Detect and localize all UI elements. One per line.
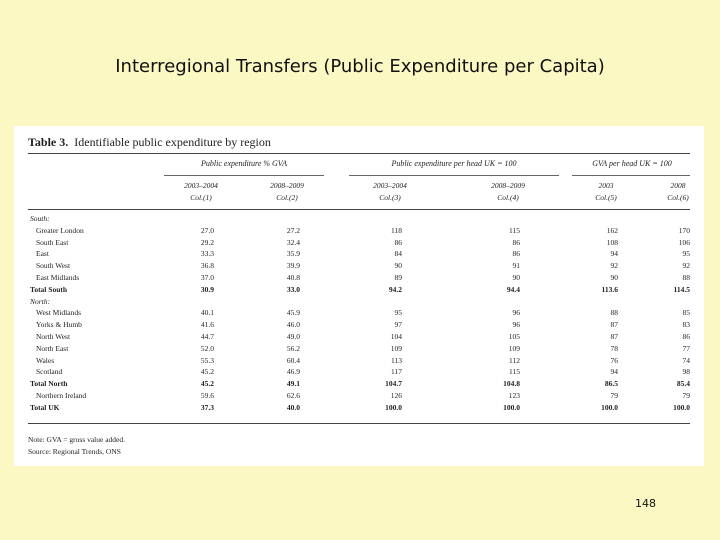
table-cell: 90 [394, 261, 402, 271]
column-year-header: 2003–2004 [184, 181, 218, 190]
table-cell: 83 [682, 320, 690, 330]
table-cell: 33.0 [286, 284, 300, 294]
table-source: Source: Regional Trends, ONS [28, 447, 121, 456]
table-cell: 37.3 [200, 402, 214, 412]
table-cell: 76 [610, 355, 618, 365]
table-cell: 60.4 [286, 355, 300, 365]
table-row [14, 296, 704, 307]
table-cell: 46.9 [286, 367, 300, 377]
table-cell: 95 [682, 249, 690, 259]
table-note: Note: GVA = gross value added. [28, 435, 125, 444]
group-rule [164, 175, 324, 176]
table-cell: 40.8 [286, 273, 300, 282]
row-label: East Midlands [36, 273, 80, 282]
row-label: Northern Ireland [36, 391, 87, 400]
row-label: North: [30, 296, 51, 306]
header-rule [28, 209, 690, 210]
table-cell: 86 [682, 332, 690, 341]
table-cell: 112 [509, 355, 520, 365]
table-cell: 88 [682, 273, 690, 282]
table-cell: 98 [682, 367, 690, 377]
table-cell: 90 [610, 273, 618, 282]
table-cell: 85 [682, 308, 690, 318]
table-cell: 56.2 [286, 343, 300, 353]
row-label: South: [30, 214, 50, 223]
table-cell: 108 [606, 237, 618, 247]
table-cell: 89 [394, 273, 402, 282]
row-label: East [36, 249, 49, 259]
row-label: Total North [30, 379, 68, 389]
table-cell: 170 [678, 225, 690, 235]
table-cell: 94 [610, 249, 618, 259]
table-row [14, 225, 704, 236]
table-cell: 113 [391, 355, 402, 365]
column-number-header: Col.(5) [595, 193, 617, 202]
slide-title: Interregional Transfers (Public Expenditure per Capita) [115, 56, 605, 77]
table-cell: 91 [512, 261, 520, 271]
table-cell: 104.7 [385, 379, 402, 389]
table-cell: 62.6 [286, 391, 300, 400]
row-label: Wales [36, 355, 55, 365]
table-row [14, 319, 704, 330]
table-cell: 118 [391, 225, 402, 235]
row-label: North West [36, 332, 71, 341]
table-cell: 78 [610, 343, 618, 353]
table-cell: 106 [678, 237, 690, 247]
row-label: South West [36, 261, 71, 271]
table-cell: 35.9 [286, 249, 300, 259]
table-cell: 109 [508, 343, 520, 353]
table-cell: 49.1 [286, 379, 300, 389]
table-cell: 94.4 [506, 284, 520, 294]
table-row [14, 248, 704, 259]
table-cell: 37.0 [200, 273, 214, 282]
table-cell: 109 [390, 343, 402, 353]
group-header-pe-head: Public expenditure per head UK = 100 [391, 159, 517, 168]
table-cell: 114.5 [673, 284, 690, 294]
table-cell: 49.0 [286, 332, 300, 341]
table-cell: 97 [394, 320, 402, 330]
table-cell: 95 [394, 308, 402, 318]
top-rule [28, 153, 690, 154]
table-row [14, 272, 704, 283]
table-row [14, 402, 704, 413]
row-label: Scotland [36, 367, 63, 377]
table-cell: 115 [509, 367, 520, 377]
table-row [14, 331, 704, 342]
table-cell: 27.2 [286, 225, 300, 235]
group-header-pe-gva: Public expenditure % GVA [201, 159, 287, 168]
table-cell: 41.6 [200, 320, 214, 330]
group-rule [349, 175, 559, 176]
table-row [14, 260, 704, 271]
table-cell: 162 [606, 225, 618, 235]
table-cell: 77 [682, 343, 690, 353]
table-row [14, 343, 704, 354]
table-cell: 96 [512, 308, 520, 318]
column-year-header: 2008–2009 [270, 181, 304, 190]
table-cell: 104 [390, 332, 402, 341]
table-cell: 46.0 [286, 320, 300, 330]
table-cell: 94.2 [388, 284, 402, 294]
table-cell: 88 [610, 308, 618, 318]
row-label: Greater London [36, 225, 84, 235]
table-cell: 113.6 [601, 284, 618, 294]
table-cell: 87 [610, 320, 618, 330]
column-number-header: Col.(4) [497, 193, 519, 202]
table-caption [28, 135, 271, 150]
table-row [14, 366, 704, 377]
table-cell: 40.0 [286, 402, 300, 412]
table-cell: 45.2 [200, 367, 214, 377]
table-row [14, 237, 704, 248]
table-cell: 59.6 [200, 391, 214, 400]
table-cell: 45.9 [286, 308, 300, 318]
row-label: Total South [30, 284, 68, 294]
column-year-header: 2008–2009 [491, 181, 525, 190]
column-year-header: 2003 [598, 181, 614, 190]
table-cell: 52.0 [200, 343, 214, 353]
table-cell: 79 [610, 391, 618, 400]
table-cell: 104.8 [503, 379, 520, 389]
bottom-rule [28, 423, 690, 424]
table-cell: 79 [682, 391, 690, 400]
table-cell: 74 [682, 355, 690, 365]
table-cell: 86 [512, 249, 520, 259]
table-row [14, 213, 704, 224]
group-header-gva-head: GVA per head UK = 100 [592, 159, 672, 168]
table-cell: 32.4 [286, 237, 300, 247]
table-cell: 100.0 [601, 402, 618, 412]
column-number-header: Col.(1) [190, 193, 212, 202]
row-label: West Midlands [36, 308, 82, 318]
table-row [14, 355, 704, 366]
table-cell: 36.8 [200, 261, 214, 271]
group-rule [572, 175, 690, 176]
table-cell: 87 [610, 332, 618, 341]
table-cell: 86 [512, 237, 520, 247]
row-label: Total UK [30, 402, 60, 412]
table-row [14, 390, 704, 401]
table-cell: 92 [610, 261, 618, 271]
table-cell: 55.3 [200, 355, 214, 365]
table-cell: 30.9 [200, 284, 214, 294]
column-number-header: Col.(3) [379, 193, 401, 202]
table-caption-label: Table 3. [28, 135, 69, 149]
row-label: Yorks & Humb [36, 320, 82, 330]
table-cell: 33.3 [200, 249, 214, 259]
column-number-header: Col.(2) [276, 193, 298, 202]
page-number: 148 [635, 497, 656, 510]
table-cell: 123 [508, 391, 520, 400]
table-cell: 27.0 [200, 225, 214, 235]
column-number-header: Col.(6) [667, 193, 689, 202]
table-cell: 86.5 [604, 379, 618, 389]
table-row [14, 284, 704, 295]
table-caption-text: Identifiable public expenditure by region [74, 135, 271, 149]
table-cell: 86 [394, 237, 402, 247]
row-label: North East [36, 343, 69, 353]
column-year-header: 2008 [670, 181, 686, 190]
table-cell: 105 [508, 332, 520, 341]
table-cell: 85.4 [676, 379, 690, 389]
table-cell: 126 [390, 391, 402, 400]
table-cell: 117 [391, 367, 402, 377]
table-cell: 44.7 [200, 332, 214, 341]
table-cell: 96 [512, 320, 520, 330]
table-row [14, 378, 704, 389]
table-row [14, 307, 704, 318]
table-cell: 115 [509, 225, 520, 235]
table-cell: 84 [394, 249, 402, 259]
column-year-header: 2003–2004 [373, 181, 407, 190]
table-cell: 100.0 [385, 402, 402, 412]
table-cell: 90 [512, 273, 520, 282]
table-image [14, 126, 704, 466]
table-cell: 94 [610, 367, 618, 377]
row-label: South East [36, 237, 69, 247]
table-cell: 92 [682, 261, 690, 271]
table-cell: 100.0 [503, 402, 520, 412]
table-cell: 29.2 [200, 237, 214, 247]
table-cell: 40.1 [200, 308, 214, 318]
table-cell: 100.0 [673, 402, 690, 412]
table-cell: 39.9 [286, 261, 300, 271]
table-cell: 45.2 [200, 379, 214, 389]
